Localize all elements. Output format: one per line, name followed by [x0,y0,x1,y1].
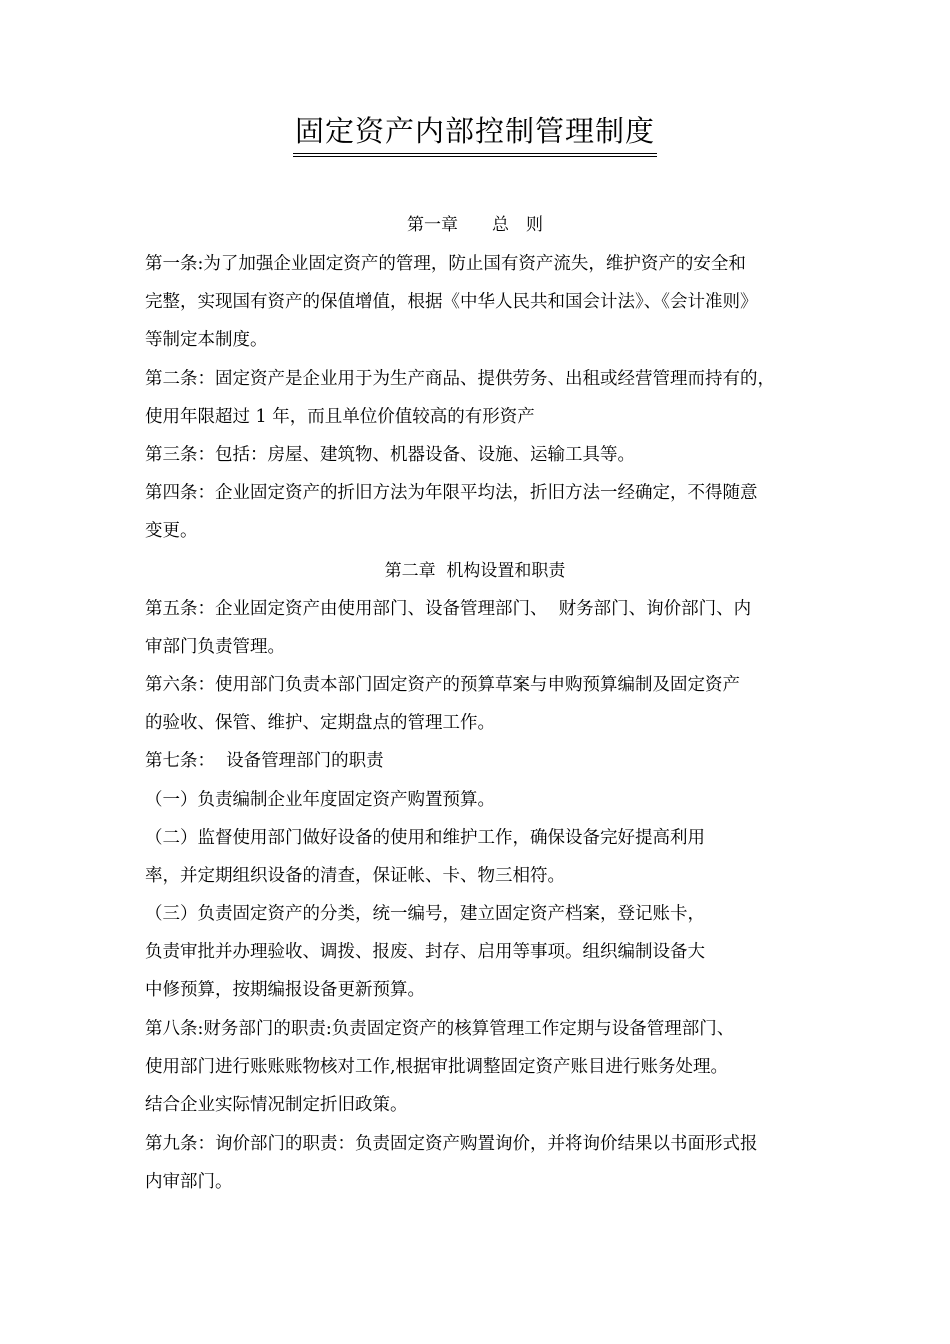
article-line: （二）监督使用部门做好设备的使用和维护工作，确保设备完好提高利用 [145,828,705,848]
article-line: 第六条：使用部门负责本部门固定资产的预算草案与申购预算编制及固定资产 [145,675,740,695]
article-line: （一）负责编制企业年度固定资产购置预算。 [145,790,495,810]
article-line: 中修预算，按期编报设备更新预算。 [145,980,425,1000]
article-line: 第七条： 设备管理部门的职责 [145,751,384,771]
article-line: 完整，实现国有资产的保值增值，根据《中华人民共和国会计法》、《会计准则》 [145,292,758,312]
article-line: 使用部门进行账账账物核对工作,根据审批调整固定资产账目进行账务处理。 [145,1057,729,1077]
article-line: 变更。 [145,521,198,541]
title-block [0,112,950,157]
article-line: 第一条:为了加强企业固定资产的管理，防止国有资产流失，维护资产的安全和 [145,254,746,274]
article-line: 第八条:财务部门的职责:负责固定资产的核算管理工作定期与设备管理部门、 [145,1019,735,1039]
document-title: 固定资产内部控制管理制度 [293,112,657,157]
article-line: 等制定本制度。 [145,330,268,350]
article-line: 内审部门。 [145,1172,233,1192]
article-line: （三）负责固定资产的分类，统一编号，建立固定资产档案，登记账卡， [145,904,705,924]
chapter-heading-2: 第二章 机构设置和职责 [384,561,566,581]
article-line: 结合企业实际情况制定折旧政策。 [145,1095,408,1115]
article-line: 使用年限超过 1 年，而且单位价值较高的有形资产 [145,407,535,427]
article-line: 第二条：固定资产是企业用于为生产商品、提供劳务、出租或经营管理而持有的， [145,369,775,389]
article-line: 第四条：企业固定资产的折旧方法为年限平均法，折旧方法一经确定，不得随意 [145,483,758,503]
article-line: 的验收、保管、维护、定期盘点的管理工作。 [145,713,495,733]
article-line: 第三条：包括：房屋、建筑物、机器设备、设施、运输工具等。 [145,445,635,465]
chapter-heading-1: 第一章 总 则 [407,215,543,235]
article-line: 第九条：询价部门的职责：负责固定资产购置询价，并将询价结果以书面形式报 [145,1134,758,1154]
article-line: 率，并定期组织设备的清查，保证帐、卡、物三相符。 [145,866,565,886]
article-line: 负责审批并办理验收、调拨、报废、封存、启用等事项。组织编制设备大 [145,942,705,962]
article-line: 第五条：企业固定资产由使用部门、设备管理部门、 财务部门、询价部门、内 [145,599,752,619]
article-line: 审部门负责管理。 [145,637,285,657]
